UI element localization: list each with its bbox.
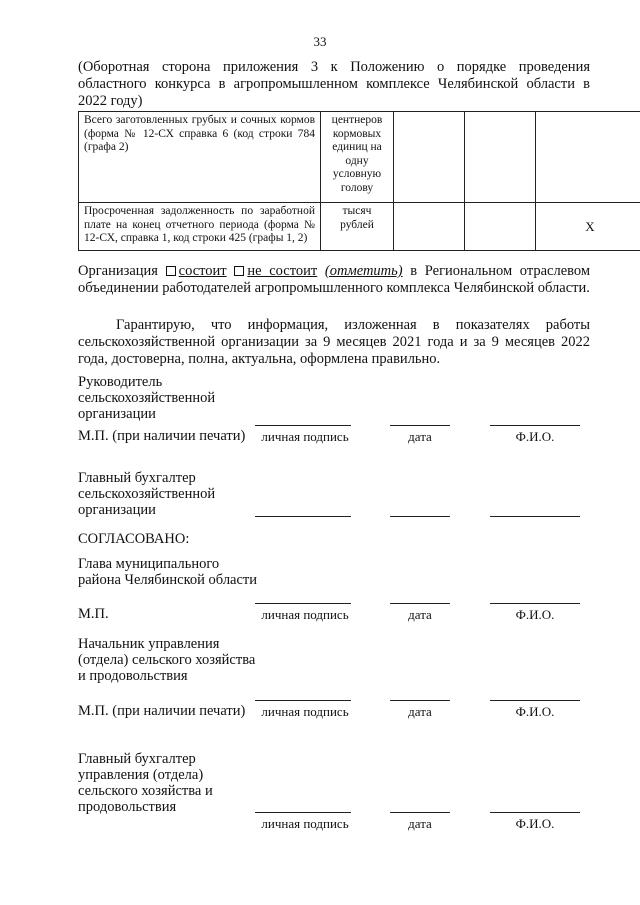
date-caption: дата bbox=[408, 704, 432, 719]
fio-line bbox=[490, 700, 580, 701]
checkbox-not-member[interactable] bbox=[234, 266, 244, 276]
date-line bbox=[390, 812, 450, 813]
value-cell bbox=[536, 112, 640, 203]
option-member: состоит bbox=[178, 263, 227, 279]
accountant-title: Главный бухгалтер сельскохозяйственной организации bbox=[78, 470, 216, 518]
organization-rest: в Региональном отраслевом объединении работодателей агропромышленного комплекса Челябинской области. bbox=[78, 263, 591, 296]
page-number: 33 bbox=[313, 34, 327, 49]
value-cell bbox=[465, 112, 536, 203]
document-heading: (Оборотная сторона приложения 3 к Положению о порядке проведения областного конкурса в агропромышленном комплексе Челябинской области в 2022 году) bbox=[78, 59, 590, 109]
fio-line bbox=[490, 516, 580, 517]
department-stamp: М.П. (при наличии печати) bbox=[78, 703, 246, 719]
department-accountant-title: Главный бухгалтер управления (отдела) сельского хозяйства и продовольствия bbox=[78, 751, 213, 815]
table-row bbox=[79, 112, 640, 203]
value-cell bbox=[394, 203, 465, 251]
unit-cell: тысяч рублей bbox=[321, 203, 394, 251]
value-cell bbox=[465, 203, 536, 251]
municipal-head-title: Глава муниципального района Челябинской области bbox=[78, 556, 258, 588]
mark-note: (отметить) bbox=[324, 263, 403, 279]
table-row bbox=[79, 203, 640, 251]
head-title: Руководитель сельскохозяйственной организации bbox=[78, 374, 216, 422]
fio-line bbox=[490, 603, 580, 604]
date-caption: дата bbox=[408, 607, 432, 622]
organization-prefix: Организация bbox=[78, 263, 158, 279]
fio-caption: Ф.И.О. bbox=[515, 429, 555, 444]
option-not-member: не состоит bbox=[247, 263, 318, 279]
value-cell: Х bbox=[536, 203, 640, 251]
indicator-cell: Просроченная задолженность по заработной плате на конец отчетного периода (форма № 12-СХ, справка 1, код строки 425 (графы 1, 2) bbox=[79, 203, 321, 251]
date-line bbox=[390, 425, 450, 426]
fio-caption: Ф.И.О. bbox=[515, 607, 555, 622]
signature-line bbox=[255, 812, 351, 813]
value-cell bbox=[394, 112, 465, 203]
head-stamp: М.П. (при наличии печати) bbox=[78, 428, 246, 444]
signature-caption: личная подпись bbox=[261, 704, 349, 719]
date-line bbox=[390, 700, 450, 701]
signature-caption: личная подпись bbox=[261, 429, 349, 444]
municipal-stamp: М.П. bbox=[78, 606, 109, 622]
indicator-cell: Всего заготовленных грубых и сочных кормов (форма № 12-СХ справка 6 (код строки 784 (графа 2) bbox=[79, 112, 321, 203]
fio-caption: Ф.И.О. bbox=[515, 816, 555, 831]
signature-line bbox=[255, 425, 351, 426]
date-line bbox=[390, 603, 450, 604]
indicators-table bbox=[78, 111, 640, 251]
signature-caption: личная подпись bbox=[261, 816, 349, 831]
agreed-heading: СОГЛАСОВАНО: bbox=[78, 531, 190, 547]
date-line bbox=[390, 516, 450, 517]
signature-line bbox=[255, 516, 351, 517]
unit-cell: центнеров кормовых единиц на одну условную голову bbox=[321, 112, 394, 203]
checkbox-member[interactable] bbox=[166, 266, 176, 276]
signature-line bbox=[255, 700, 351, 701]
signature-caption: личная подпись bbox=[261, 607, 349, 622]
guarantee-statement: Гарантирую, что информация, изложенная в показателях работы сельскохозяйственной организации за 9 месяцев 2021 года и за 9 месяцев 2022 года, достоверна, полна, актуальна, оформлена правильно. bbox=[78, 317, 590, 367]
signature-line bbox=[255, 603, 351, 604]
date-caption: дата bbox=[408, 429, 432, 444]
department-head-title: Начальник управления (отдела) сельского хозяйства и продовольствия bbox=[78, 636, 256, 684]
organization-membership bbox=[78, 263, 590, 297]
fio-caption: Ф.И.О. bbox=[515, 704, 555, 719]
date-caption: дата bbox=[408, 816, 432, 831]
fio-line bbox=[490, 425, 580, 426]
fio-line bbox=[490, 812, 580, 813]
